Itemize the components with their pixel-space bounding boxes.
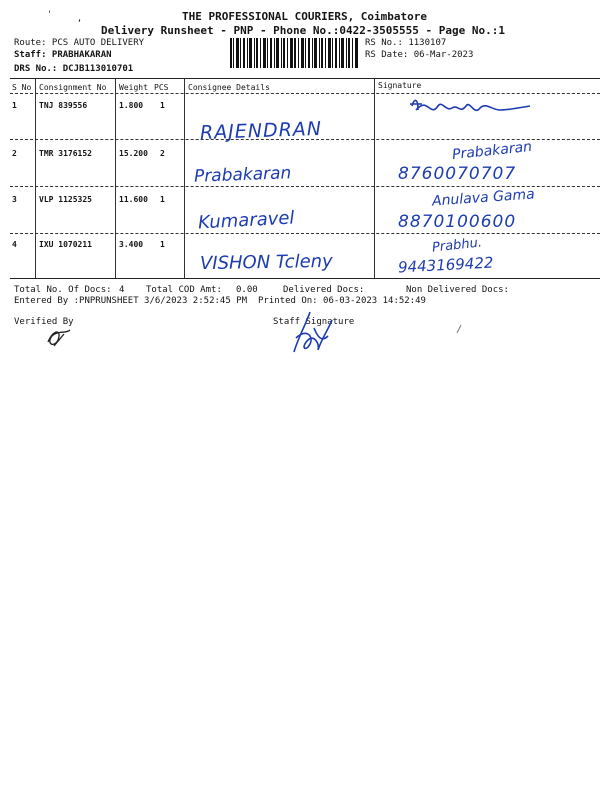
rs-number: RS No.: 1130107 [365,38,447,48]
scan-mark-right: , [77,14,83,24]
barcode [230,38,358,68]
non-delivered-docs-label: Non Delivered Docs: [406,285,509,295]
row-weight: 15.200 [119,149,148,158]
staff-signature-scribble [288,308,338,358]
row-consignee-handwriting: Kumaravel [197,207,295,234]
col-sep [184,79,185,278]
row-phone-handwriting: 9443169422 [397,253,494,277]
col-header-weight: Weight [119,83,148,92]
col-sep [115,79,116,278]
total-cod-value: 0.00 [236,285,258,295]
entered-by: Entered By :PNPRUNSHEET 3/6/2023 2:52:45 PM [14,296,247,306]
col-header-signature: Signature [378,81,422,90]
staff-signature-label: Staff Signature [273,317,355,327]
row-consignee-handwriting: RAJENDRAN [199,117,323,145]
row-signature-scribble [408,96,538,126]
route-label: Route: PCS AUTO DELIVERY [14,38,145,48]
total-docs-value: 4 [119,285,125,295]
row-pcs: 1 [160,195,165,204]
row-consignee-handwriting: Prabakaran [193,163,292,187]
col-sep [374,79,375,278]
scan-mark-left: ' [47,10,53,20]
row-signature-handwriting: Prabakaran [451,138,533,164]
table-bottom-rule [10,278,600,279]
row-pcs: 1 [160,101,165,110]
row-pcs: 1 [160,240,165,249]
row-consignment: TMR 3176152 [39,149,92,158]
verified-by-label: Verified By [14,317,74,327]
row-rule [10,233,600,234]
company-title: THE PROFESSIONAL COURIERS, Coimbatore [182,10,428,23]
row-sno: 1 [12,101,17,110]
staff-label: Staff: PRABHAKARAN [14,50,112,60]
drs-number: DRS No.: DCJB113010701 [14,64,134,74]
row-pcs: 2 [160,149,165,158]
rs-date: RS Date: 06-Mar-2023 [365,50,474,60]
row-rule [10,186,600,187]
row-signature-handwriting: Anulava Gama [431,186,536,210]
row-weight: 1.800 [119,101,144,110]
col-header-consignee: Consignee Details [188,83,270,92]
row-sno: 3 [12,195,17,204]
runsheet-title: Delivery Runsheet - PNP - Phone No.:0422-3505555 - Page No.:1 [101,24,505,37]
row-phone-handwriting: 8760070707 [398,164,517,184]
row-consignment: TNJ 839556 [39,101,88,110]
total-docs-label: Total No. Of Docs: [14,285,112,295]
verified-signature-scribble [44,326,74,350]
row-weight: 11.600 [119,195,148,204]
delivered-docs-label: Delivered Docs: [283,285,365,295]
col-header-sno: S No [12,83,32,92]
row-sno: 4 [12,240,17,249]
row-consignee-handwriting: VISHON Tcleny [199,250,333,275]
row-consignment: IXU 1070211 [39,240,92,249]
row-signature-handwriting: Prabhu. [431,235,483,256]
scan-mark [455,323,463,335]
col-sep [35,79,36,278]
row-sno: 2 [12,149,17,158]
table-top-rule [10,78,600,79]
col-header-consignment: Consignment No [39,83,107,92]
col-header-pcs: PCS [154,83,169,92]
row-phone-handwriting: 8870100600 [398,212,517,232]
row-consignment: VLP 1125325 [39,195,92,204]
total-cod-label: Total COD Amt: [146,285,222,295]
printed-on: Printed On: 06-03-2023 14:52:49 [258,296,426,306]
header-rule [10,93,600,94]
row-weight: 3.400 [119,240,144,249]
